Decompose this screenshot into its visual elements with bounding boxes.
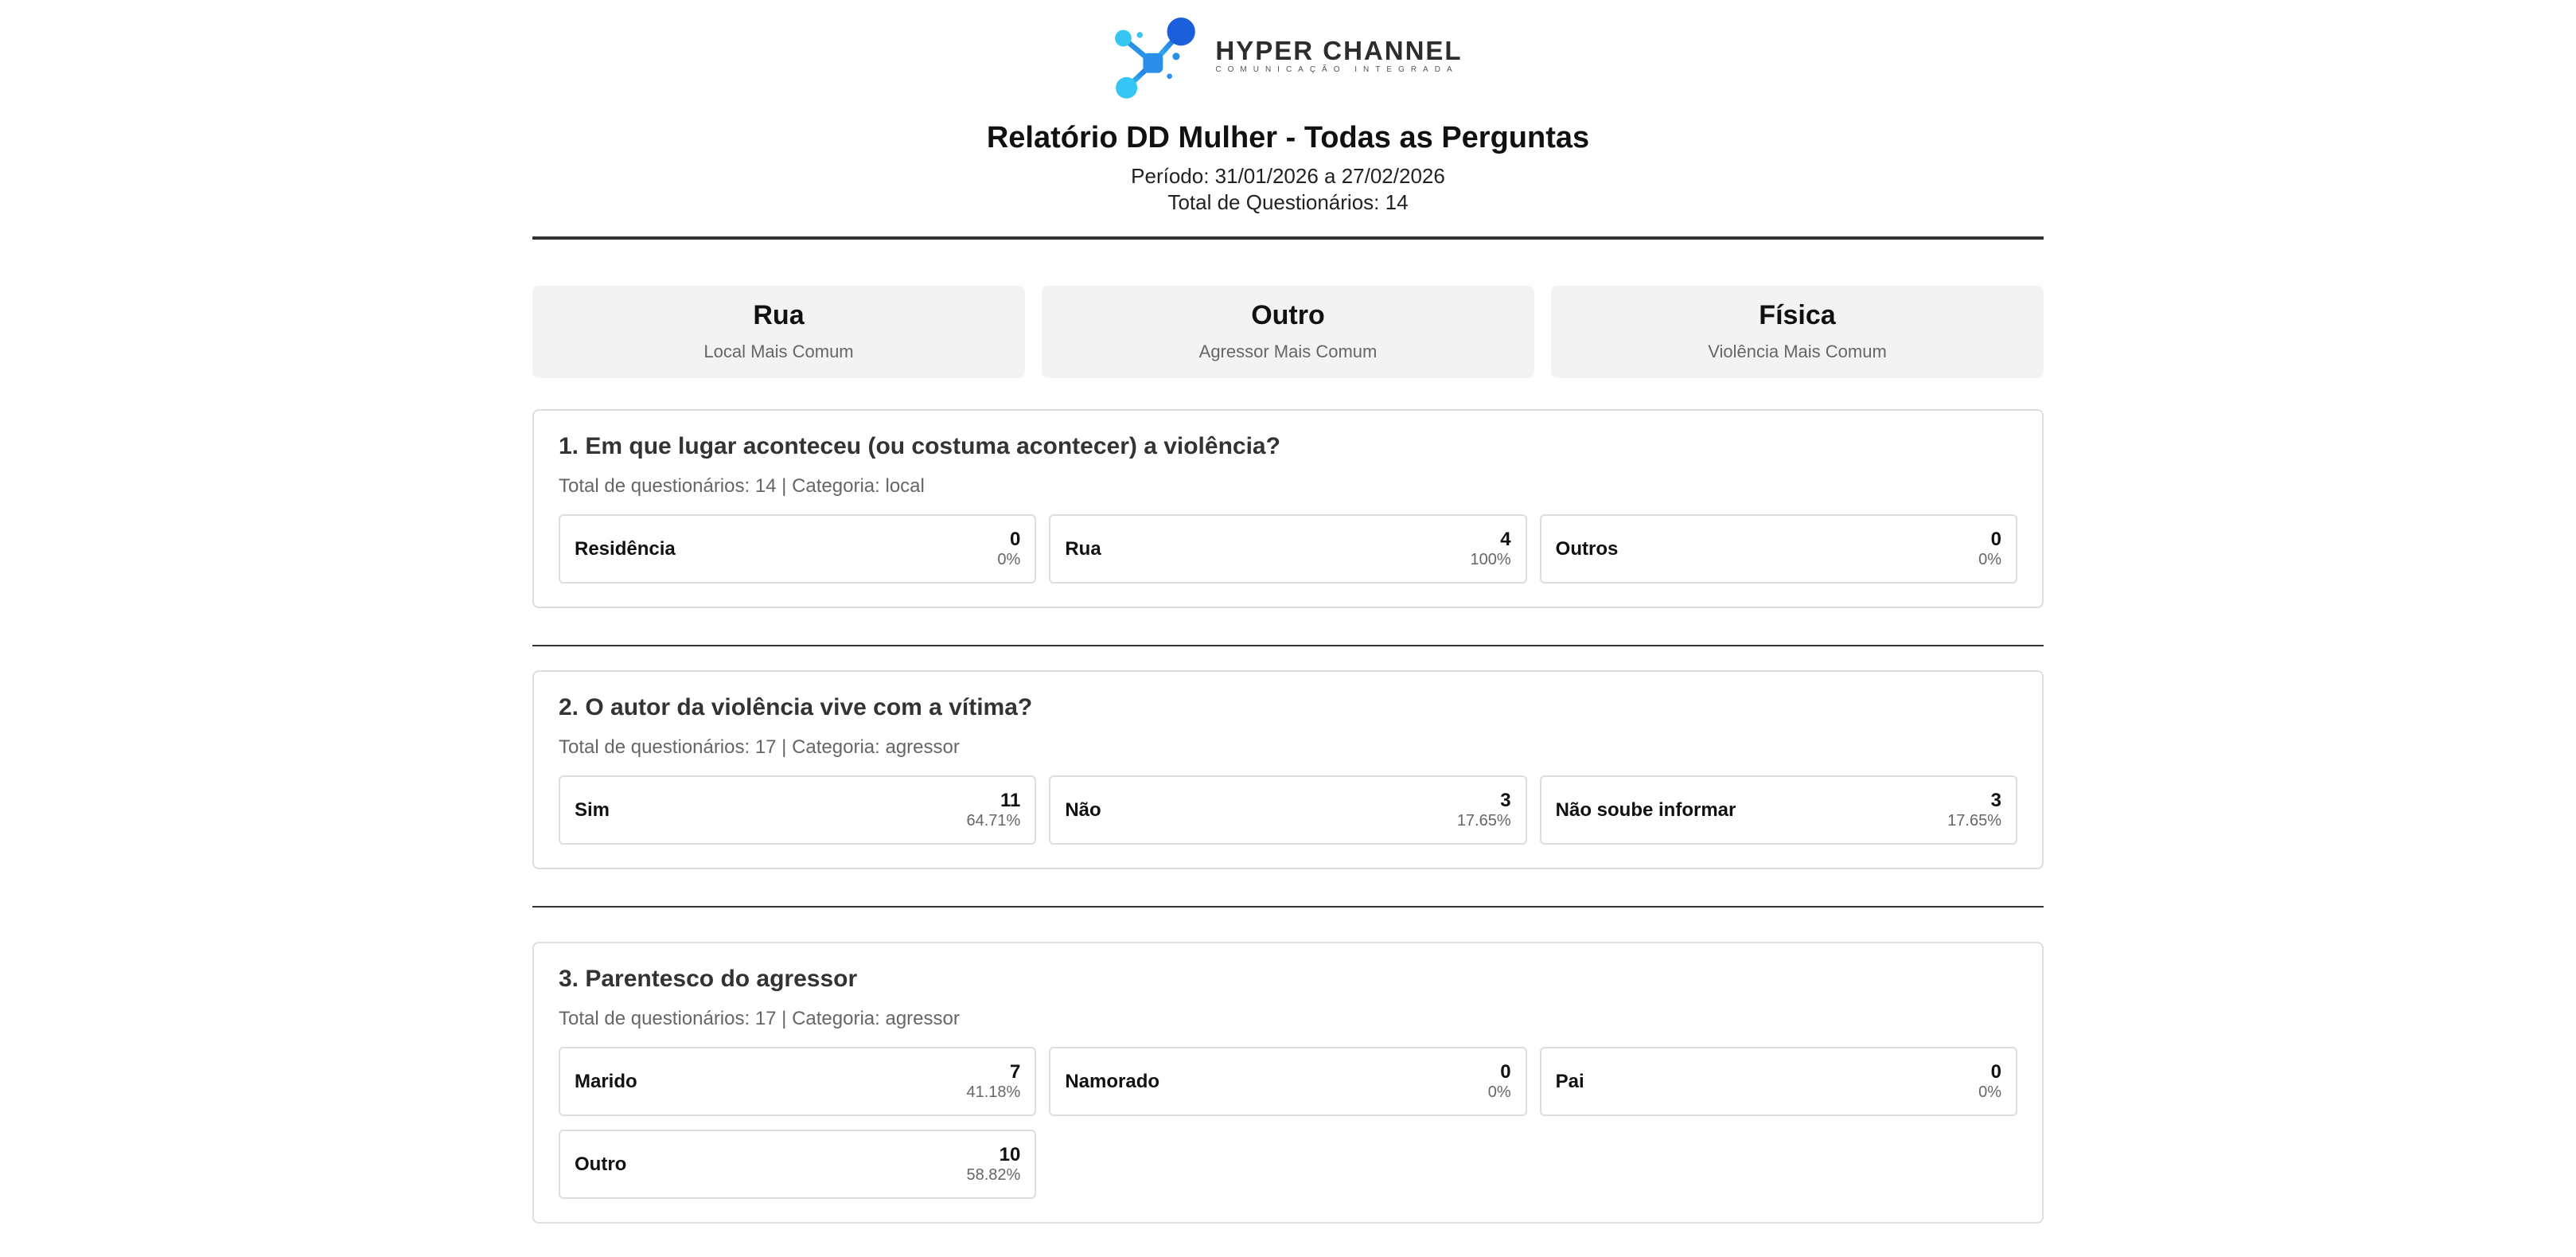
logo-text — [1215, 37, 1462, 75]
option-count: 10 — [999, 1143, 1021, 1165]
option-count: 3 — [1990, 789, 2001, 811]
logo — [532, 17, 2044, 103]
answer-options — [559, 1047, 2017, 1199]
option-stats — [966, 1145, 1020, 1185]
question-meta: Total de questionários: 14 | Categoria: local — [559, 475, 925, 497]
option-card — [559, 775, 1036, 845]
option-count: 11 — [1000, 789, 1021, 811]
logo-node — [1144, 53, 1163, 73]
option-label: Sim — [575, 798, 610, 821]
question-meta: Total de questionários: 17 | Categoria: agressor — [559, 1008, 960, 1029]
option-percent: 64.71% — [966, 811, 1021, 830]
option-label: Não soube informar — [1555, 798, 1736, 821]
summary-cards — [532, 286, 2044, 378]
question-block-1 — [532, 409, 2044, 608]
header-divider — [532, 236, 2044, 240]
report-total: Total de Questionários: 14 — [1167, 190, 1409, 214]
answer-options — [559, 775, 2017, 845]
option-label: Rua — [1065, 537, 1101, 560]
option-count: 0 — [1009, 528, 1021, 550]
question-title: 2. O autor da violência vive com a vítima? — [559, 694, 1033, 720]
section-divider — [532, 645, 2044, 646]
report-page — [532, 17, 2044, 1224]
option-stats — [1457, 791, 1511, 830]
option-percent: 58.82% — [966, 1165, 1021, 1184]
answer-options — [559, 514, 2017, 584]
logo-node — [1137, 32, 1143, 37]
section-divider — [532, 906, 2044, 908]
option-card — [559, 1047, 1036, 1116]
option-stats — [1978, 529, 2001, 569]
option-count: 0 — [1990, 528, 2001, 550]
logo-node — [1115, 30, 1132, 47]
option-card — [559, 1130, 1036, 1199]
question-title: 3. Parentesco do agressor — [559, 966, 858, 992]
option-label: Residência — [575, 537, 676, 560]
logo-node — [1167, 73, 1173, 79]
option-card — [1049, 775, 1526, 845]
option-percent: 0% — [1978, 550, 2001, 568]
option-percent: 100% — [1470, 550, 1511, 568]
option-stats — [966, 1062, 1020, 1102]
option-count: 7 — [1009, 1060, 1021, 1083]
option-card — [1049, 514, 1526, 584]
option-percent: 0% — [1978, 1083, 2001, 1101]
summary-value: Rua — [753, 300, 805, 330]
option-stats — [1488, 1062, 1511, 1102]
summary-value: Outro — [1251, 300, 1325, 330]
option-label: Não — [1065, 798, 1101, 821]
report-period: Período: 31/01/2026 a 27/02/2026 — [1131, 164, 1445, 188]
question-meta: Total de questionários: 17 | Categoria: agressor — [559, 736, 960, 758]
summary-card-local — [532, 286, 1025, 378]
option-percent: 17.65% — [1456, 811, 1511, 830]
option-stats — [1471, 529, 1511, 569]
logo-node — [1117, 77, 1138, 99]
summary-label: Agressor Mais Comum — [1198, 342, 1378, 361]
option-stats — [1947, 791, 2001, 830]
summary-label: Violência Mais Comum — [1708, 342, 1887, 361]
logo-brand: HYPER CHANNEL — [1215, 36, 1463, 65]
option-percent: 17.65% — [1947, 811, 2001, 830]
option-percent: 41.18% — [966, 1083, 1021, 1101]
option-card — [1540, 1047, 2017, 1116]
option-count: 3 — [1500, 789, 1511, 811]
option-label: Outro — [575, 1153, 627, 1175]
logo-node — [1173, 53, 1180, 60]
summary-card-violencia — [1551, 286, 2044, 378]
summary-label: Local Mais Comum — [703, 342, 854, 361]
option-count: 0 — [1500, 1060, 1511, 1083]
summary-card-agressor — [1042, 286, 1534, 378]
option-label: Pai — [1555, 1070, 1584, 1092]
option-card — [1049, 1047, 1526, 1116]
option-card — [1540, 514, 2017, 584]
question-block-2 — [532, 670, 2044, 869]
question-title: 1. Em que lugar aconteceu (ou costuma acontecer) a violência? — [559, 433, 1280, 459]
option-card — [559, 514, 1036, 584]
option-label: Outros — [1555, 537, 1619, 560]
molecule-logo-icon — [1113, 17, 1199, 103]
option-stats — [997, 529, 1020, 569]
option-percent: 0% — [997, 550, 1021, 568]
summary-value: Física — [1759, 300, 1836, 330]
option-count: 0 — [1990, 1060, 2001, 1083]
option-label: Marido — [575, 1070, 637, 1092]
option-stats — [1978, 1062, 2001, 1102]
question-block-3 — [532, 942, 2044, 1224]
logo-node — [1167, 18, 1195, 45]
option-label: Namorado — [1065, 1070, 1160, 1092]
option-percent: 0% — [1487, 1083, 1511, 1101]
logo-tagline: COMUNICAÇÃO INTEGRADA — [1215, 65, 1459, 74]
option-card — [1540, 775, 2017, 845]
option-stats — [966, 791, 1020, 830]
option-count: 4 — [1500, 528, 1511, 550]
page-title: Relatório DD Mulher - Todas as Perguntas — [986, 121, 1590, 154]
